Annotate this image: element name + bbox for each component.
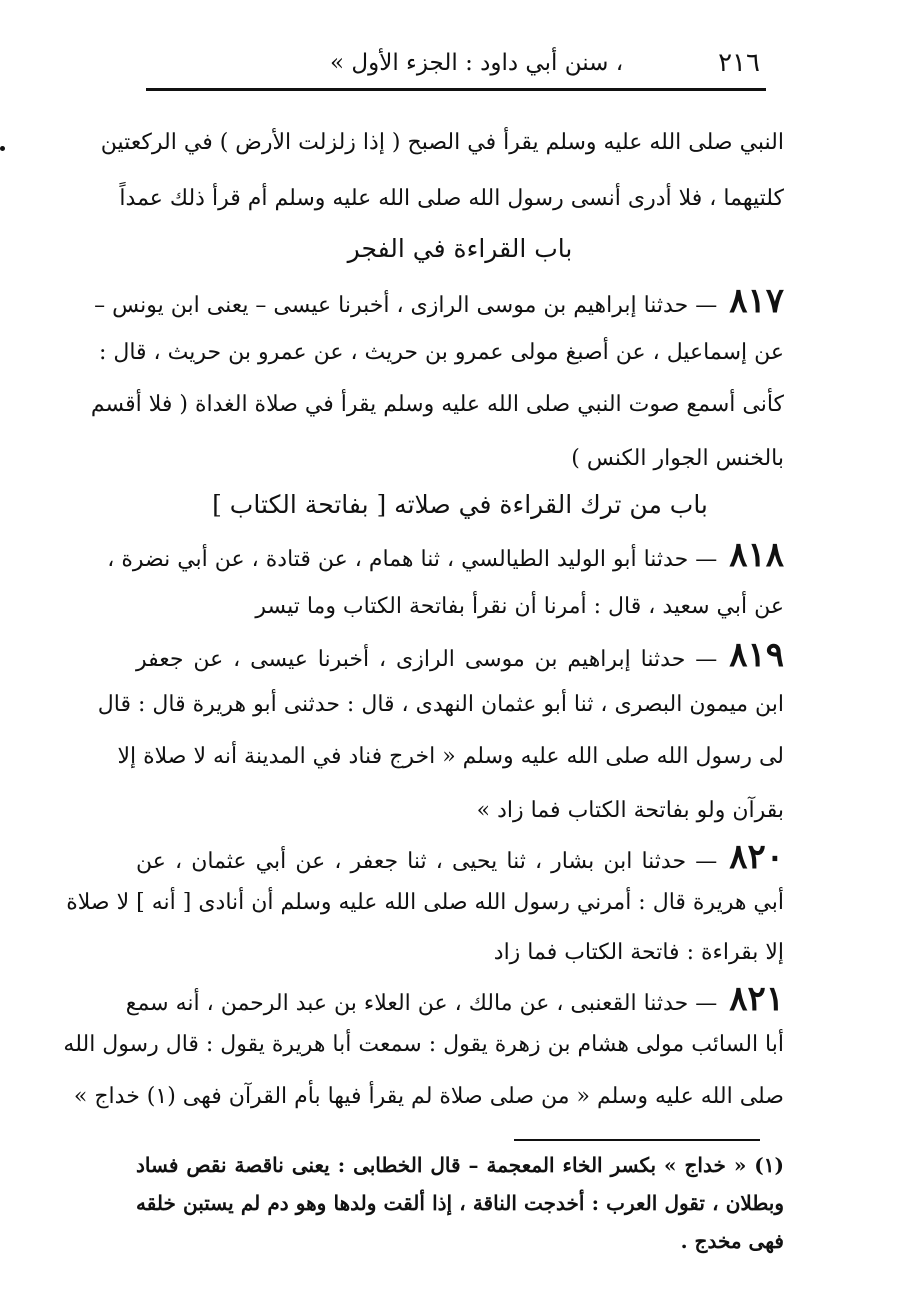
page-header — [150, 48, 760, 84]
page-number: ٢١٦ — [718, 48, 760, 78]
hadith-820-line — [136, 837, 784, 877]
text-line: عن إسماعيل ، عن أصبغ مولى عمرو بن حريث ، عن عمرو بن حريث ، قال : — [98, 340, 784, 365]
footnote-line: (١) « خداج » بكسر الخاء المعجمة – قال الخطابى : يعنى ناقصة نقص فساد — [136, 1153, 784, 1177]
text-line: أبا السائب مولى هشام بن زهرة يقول : سمعت أبا هريرة يقول : قال رسول الله — [63, 1032, 784, 1057]
hadith-817-line — [94, 281, 784, 321]
hadith-818-line — [107, 535, 784, 575]
section-heading: باب من ترك القراءة في صلاته [ بفاتحة الكتاب ] — [212, 490, 708, 519]
hadith-number: ٨٢١ — [729, 979, 784, 1019]
hadith-number: ٨١٩ — [729, 635, 784, 675]
text-run: — حدثنا القعنبى ، عن مالك ، عن العلاء بن عبد الرحمن ، أنه سمع — [125, 991, 718, 1016]
text-line: ابن ميمون البصرى ، ثنا أبو عثمان النهدى ، قال : حدثنى أبو هريرة قال : قال — [97, 692, 784, 717]
text-line: النبي صلى الله عليه وسلم يقرأ في الصبح ( إذا زلزلت الأرض ) في الركعتين — [100, 130, 784, 155]
section-heading: باب القراءة في الفجر — [347, 234, 573, 263]
hadith-number: ٨١٧ — [729, 281, 784, 321]
hadith-number: ٨٢٠ — [729, 837, 784, 877]
text-line: كلتيهما ، فلا أدرى أنسى رسول الله صلى الله عليه وسلم أم قرأ ذلك عمداً — [119, 186, 784, 211]
text-run: — حدثنا إبراهيم بن موسى الرازى ، أخبرنا عيسى – يعنى ابن يونس – — [94, 293, 718, 318]
text-run: — حدثنا أبو الوليد الطيالسي ، ثنا همام ، عن قتادة ، عن أبي نضرة ، — [107, 547, 718, 572]
text-run: — حدثنا إبراهيم بن موسى الرازى ، أخبرنا عيسى ، عن جعفر — [136, 647, 718, 672]
text-line: بقرآن ولو بفاتحة الكتاب فما زاد » — [476, 798, 784, 823]
hadith-number: ٨١٨ — [729, 535, 784, 575]
text-line: أبي هريرة قال : أمرني رسول الله صلى الله عليه وسلم أن أنادى [ أنه ] لا صلاة — [66, 890, 784, 915]
text-run: — حدثنا ابن بشار ، ثنا يحيى ، ثنا جعفر ، عن أبي عثمان ، عن — [136, 849, 718, 874]
text-line: عن أبي سعيد ، قال : أمرنا أن نقرأ بفاتحة الكتاب وما تيسر — [255, 594, 784, 619]
footnote-rule — [514, 1139, 760, 1141]
footnote-line: وبطلان ، تقول العرب : أخدجت الناقة ، إذا ألقت ولدها وهو دم لم يستبن خلقه — [136, 1191, 784, 1215]
text-line: لى رسول الله صلى الله عليه وسلم « اخرج فناد في المدينة أنه لا صلاة إلا — [117, 744, 784, 769]
text-line: بالخنس الجوار الكنس ) — [571, 446, 784, 471]
text-line: كأنى أسمع صوت النبي صلى الله عليه وسلم يقرأ في صلاة الغداة ( فلا أقسم — [90, 392, 784, 417]
header-rule — [146, 88, 766, 91]
hadith-819-line — [136, 635, 784, 675]
text-line: صلى الله عليه وسلم « من صلى صلاة لم يقرأ فيها بأم القرآن فهى (١) خداج » — [73, 1084, 784, 1109]
margin-mark — [0, 146, 5, 151]
text-line: إلا بقراءة : فاتحة الكتاب فما زاد — [493, 940, 784, 965]
running-title: ، سنن أبي داود : الجزء الأول » — [330, 50, 624, 76]
hadith-821-line — [125, 979, 784, 1019]
footnote-line: فهى مخدج . — [680, 1229, 784, 1253]
